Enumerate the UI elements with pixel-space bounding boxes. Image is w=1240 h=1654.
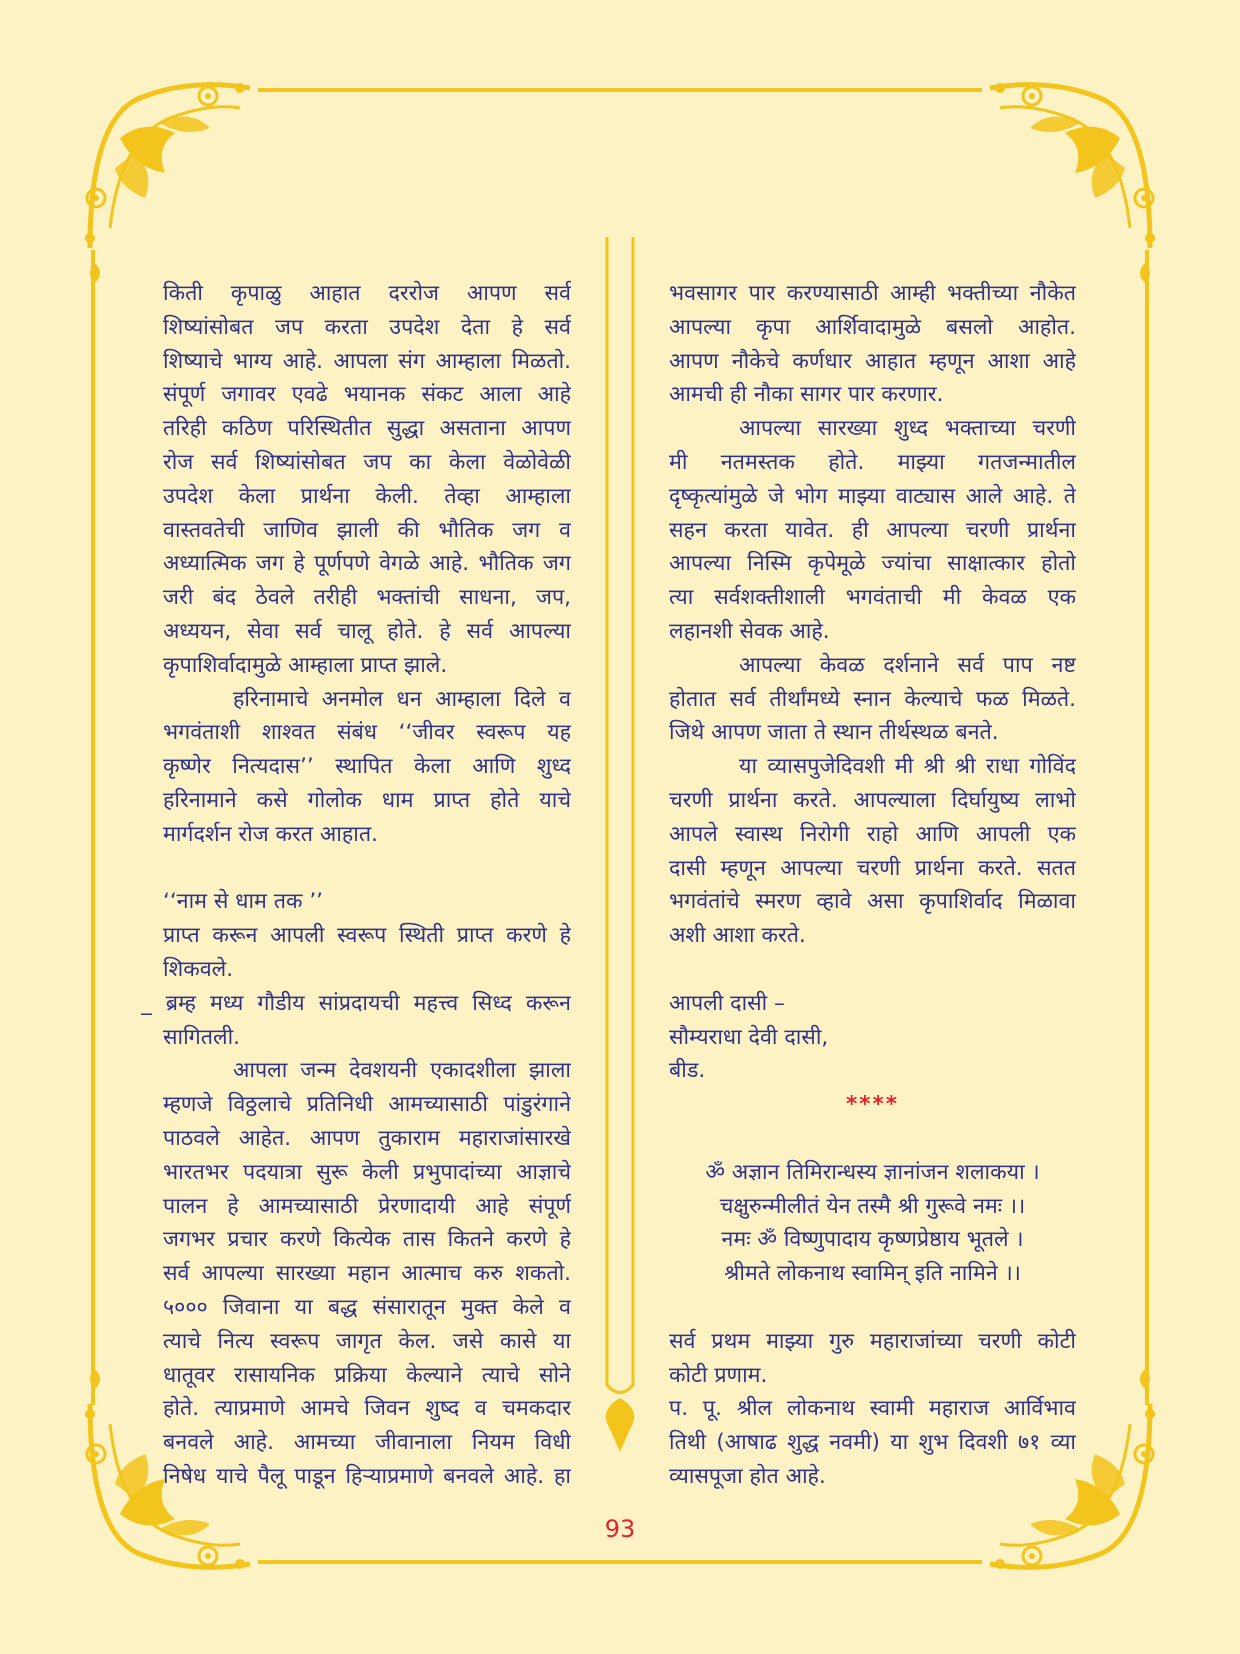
text-line: ‘‘नाम से धाम तक ’’ (163, 889, 323, 915)
text-line: आपल्या सारख्या शुध्द भक्ताच्या चरणी (739, 416, 1076, 442)
blank-line (669, 1291, 1076, 1325)
text-line: रोज सर्व शिष्यांसोबत जप का केला वेळोवेळी (163, 449, 571, 475)
text-line: हरिनामाचे अनमोल धन आम्हाला दिले व (233, 686, 571, 712)
text-line: अध्ययन, सेवा सर्व चालू होते. हे सर्व आपल्या (163, 618, 571, 644)
text-line: बीड. (669, 1058, 706, 1084)
text-line: सौम्यराधा देवी दासी, (669, 1024, 829, 1050)
text-line: _ ब्रम्ह मध्य गौडीय सांप्रदायची महत्त्व सिध्द करून (141, 990, 571, 1016)
mantra-line: श्रीमते लोकनाथ स्वामिन् इति नामिने ।। (724, 1261, 1021, 1287)
text-line: वास्तवतेची जाणिव झाली की भौतिक जग व (163, 517, 571, 543)
text-line: जगभर प्रचार करणे कित्येक तास कितने करणे हे (163, 1227, 571, 1253)
text-line: आपले स्वास्थ निरोगी राहो आणि आपली एक (669, 821, 1076, 847)
text-line: आपला जन्म देवशयनी एकादशीला झाला (233, 1058, 571, 1084)
text-line: चरणी प्रार्थना करते. आपल्याला दिर्घायुष्य लाभो (669, 787, 1076, 813)
corner-ornament-top-right (990, 83, 1155, 283)
page-number: 93 (604, 1515, 636, 1543)
right-text-column (669, 277, 1076, 1494)
text-line: तिथी (आषाढ शुद्ध नवमी) या शुभ दिवशी ७१ व्या (669, 1430, 1076, 1456)
text-line: लहानशी सेवक आहे. (669, 618, 830, 644)
text-line: सर्व प्रथम माझ्या गुरु महाराजांच्या चरणी कोटी (669, 1328, 1076, 1354)
text-line: शिष्यांसोबत जप करता उपदेश देता हे सर्व (163, 314, 571, 340)
text-line: म्हणजे विठ्ठलाचे प्रतिनिधी आमच्यासाठी पांडुरंगाने (163, 1092, 571, 1118)
text-line: त्या सर्वशक्तीशाली भगवंताची मी केवळ एक (669, 585, 1076, 611)
text-line: उपदेश केला प्रार्थना केली. तेव्हा आम्हाला (163, 483, 571, 509)
text-line: जरी बंद ठेवले तरीही भक्तांची साधना, जप, (163, 585, 571, 611)
text-line: किती कृपाळु आहात दररोज आपण सर्व (163, 281, 571, 306)
left-text-column (141, 277, 571, 1494)
text-line: ५००० जिवाना या बद्ध संसारातून मुक्त केले व (163, 1294, 571, 1320)
mantra-line: ॐ अज्ञान तिमिरान्धस्य ज्ञानांजन शलाकया । (705, 1159, 1040, 1185)
text-line: तरिही कठिण परिस्थितीत सुद्धा असताना आपण (163, 416, 571, 442)
text-line: प्राप्त करून आपली स्वरूप स्थिती प्राप्त करणे हे (163, 923, 571, 949)
text-line: सागितली. (163, 1024, 241, 1050)
text-line: कृपाशिर्वादामुळे आम्हाला प्राप्त झाले. (163, 652, 448, 678)
text-line: जिथे आपण जाता ते स्थान तीर्थस्थळ बनते. (669, 720, 999, 746)
text-line: मी नतमस्तक होते. माझ्या गतजन्मातील (669, 449, 1076, 475)
section-separator-stars: **** (846, 1092, 899, 1118)
text-line: अध्यात्मिक जग हे पूर्णपणे वेगळे आहे. भौतिक जग (163, 551, 571, 577)
text-line: त्याचे नित्य स्वरूप जागृत केल. जसे कासे या (163, 1328, 571, 1354)
blank-line (163, 852, 571, 886)
text-line: भवसागर पार करण्यासाठी आम्ही भक्तीच्या नौकेत (669, 281, 1076, 306)
text-line: शिकवले. (163, 956, 234, 982)
text-line: व्यासपूजा होत आहे. (669, 1463, 826, 1489)
text-line: दासी म्हणून आपल्या चरणी प्रार्थना करते. सतत (669, 855, 1076, 881)
text-line: कृष्णेर नित्यदास’’ स्थापित केला आणि शुध्द (163, 754, 571, 780)
mantra-line: चक्षुरुन्मीलीतं येन तस्मै श्री गुरूवे नमः ।। (719, 1193, 1026, 1219)
text-line: आपल्या निस्मि कृपेमूळे ज्यांचा साक्षात्कार होतो (669, 551, 1076, 577)
text-line: बनवले आहे. आमच्या जीवानाला नियम विधी (163, 1430, 571, 1456)
text-line: या व्यासपुजेदिवशी मी श्री श्री राधा गोविंद (739, 754, 1076, 780)
text-line: शिष्याचे भाग्य आहे. आपला संग आम्हाला मिळतो. (163, 348, 571, 374)
column-divider (606, 237, 635, 1452)
corner-ornament-top-left (85, 83, 250, 283)
teardrop-ornament (606, 1398, 635, 1452)
text-line: हरिनामाने कसे गोलोक धाम प्राप्त होते याचे (163, 787, 571, 813)
text-line: आपण नौकेचे कर्णधार आहात म्हणून आशा आहे (669, 348, 1076, 374)
text-line: धातूवर रासायनिक प्रक्रिया केल्याने त्याचे सोने (163, 1362, 571, 1388)
text-line: पालन हे आमच्यासाठी प्रेरणादायी आहे संपूर्ण (163, 1193, 571, 1219)
blank-line (669, 1122, 1076, 1156)
text-line: पाठवले आहेत. आपण तुकाराम महाराजांसारखे (163, 1125, 571, 1151)
text-line: निषेध याचे पैलू पाडून हिऱ्याप्रमाणे बनवले आहे. हा (163, 1463, 571, 1489)
text-line: होतात सर्व तीर्थांमध्ये स्नान केल्याचे फळ मिळते. (669, 686, 1076, 712)
text-line: आपली दासी – (669, 990, 785, 1016)
text-line: भगवंताशी शाश्वत संबंध ‘‘जीवर स्वरूप यह (163, 720, 571, 746)
text-line: दृष्कृत्यांमुळे जे भोग माझ्या वाट्यास आले आहे. ते (669, 483, 1076, 509)
text-line: होते. त्याप्रमाणे आमचे जिवन शुष्द व चमकदार (163, 1396, 571, 1422)
text-line: कोटी प्रणाम. (669, 1362, 768, 1388)
blank-line (669, 953, 1076, 987)
text-line: अशी आशा करते. (669, 923, 806, 949)
text-line: आपल्या केवळ दर्शनाने सर्व पाप नष्ट (739, 652, 1076, 678)
text-line: प. पू. श्रील लोकनाथ स्वामी महाराज आर्विभाव (669, 1396, 1076, 1422)
text-line: संपूर्ण जगावर एवढे भयानक संकट आला आहे (163, 382, 571, 408)
mantra-line: नमः ॐ विष्णुपादाय कृष्णप्रेष्ठाय भूतले । (721, 1227, 1024, 1253)
text-line: सहन करता यावेत. ही आपल्या चरणी प्रार्थना (669, 517, 1076, 543)
text-line: आपल्या कृपा आर्शिवादामुळे बसलो आहोत. (669, 314, 1076, 340)
text-line: भगवंतांचे स्मरण व्हावे असा कृपाशिर्वाद मिळावा (669, 889, 1076, 915)
text-line: आमची ही नौका सागर पार करणार. (669, 382, 944, 408)
text-line: सर्व आपल्या सारख्या महान आत्माच करु शकतो. (163, 1261, 571, 1287)
text-line: मार्गदर्शन रोज करत आहात. (163, 821, 378, 847)
text-line: भारतभर पदयात्रा सुरू केली प्रभुपादांच्या आज्ञाचे (163, 1159, 571, 1185)
